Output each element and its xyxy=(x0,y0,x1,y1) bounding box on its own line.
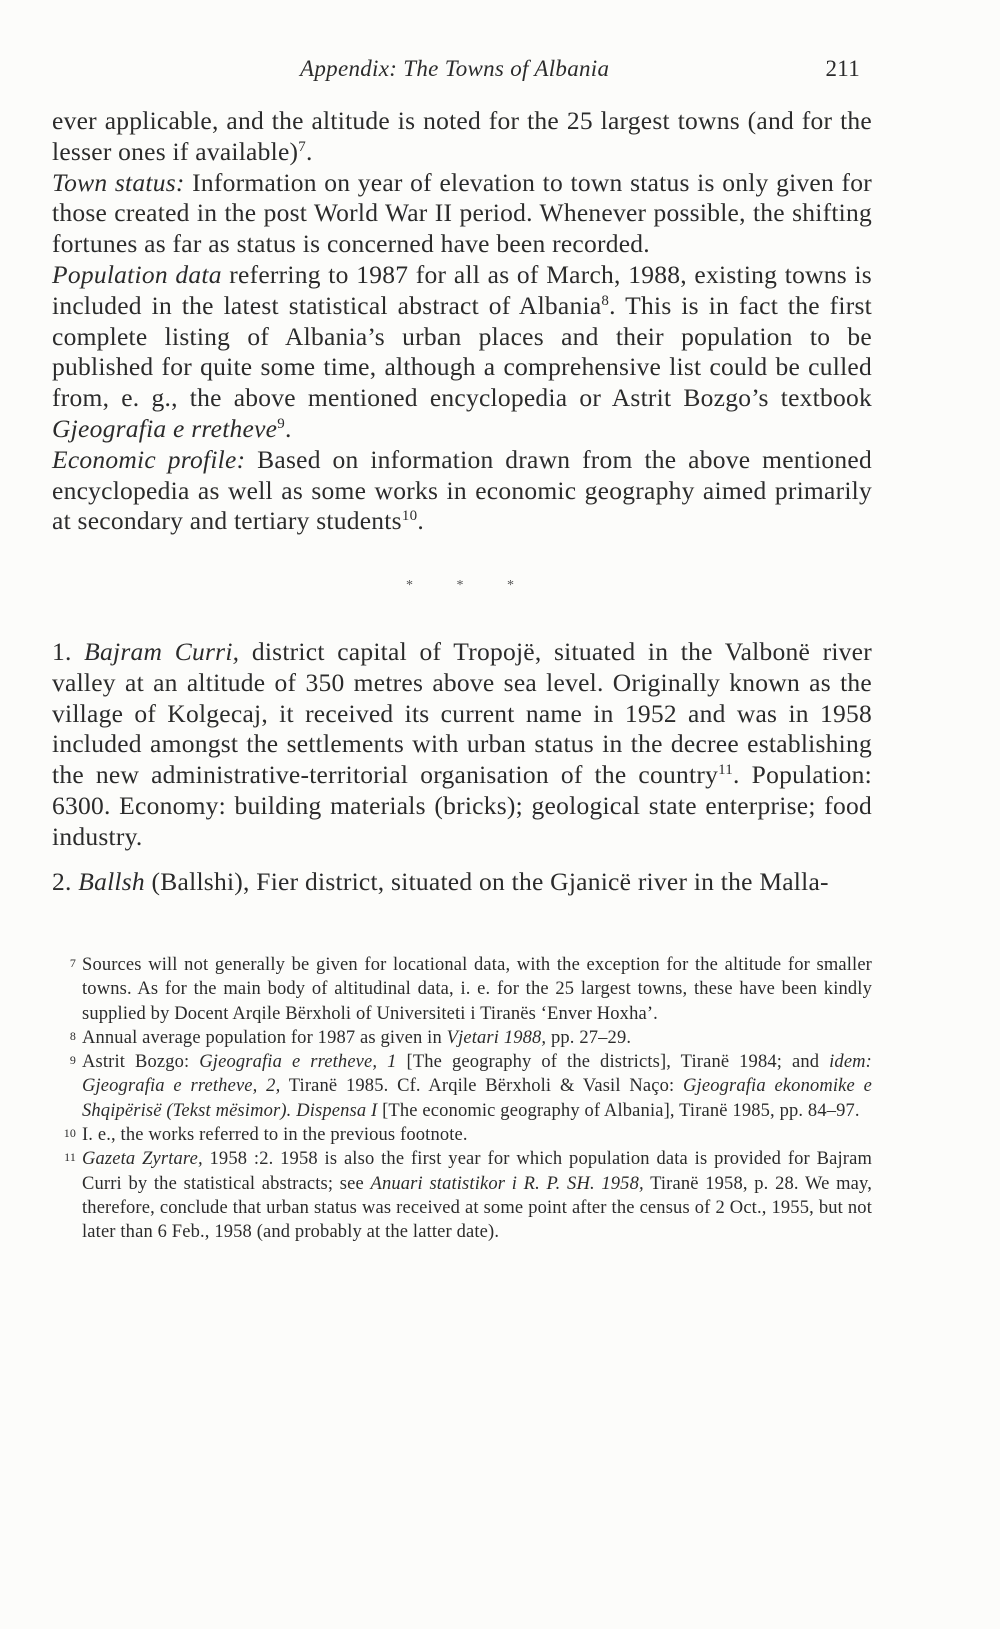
footnote-9: 9 Astrit Bozgo: Gjeografia e rretheve, 1 [The geography of the districts], Tiranë 1984; and idem: Gjeografia e rretheve, 2, Tiranë 1985. Cf. Arqile Bërxholi & Vasil Naço: Gjeografia ekonomike e Shqipërisë (Tekst mësimor). Dispensa I [The economic geography of Albania], Tiranë 1985, pp. 84–97. xyxy=(52,1050,872,1123)
page-number: 211 xyxy=(825,56,860,81)
footnote-10: 10 I. e., the works referred to in the previous footnote. xyxy=(52,1123,872,1147)
book-title: Gjeografia e rretheve xyxy=(52,413,278,443)
paragraph-population-data: Population data referring to 1987 for all as of March, 1988, existing towns is included in the latest statistical abstract of Albania$^8$. This is in fact the first complete listing of Albania’s urban places and their population to be published for quite some time, although a comprehensive list could be culled from, e. g., the above mentioned encyclopedia or Astrit Bozgo’s textbook Gjeografia e rretheve$^9$. xyxy=(52,259,872,443)
footnote-number: 9 xyxy=(69,1053,76,1068)
footnote-number: 10 xyxy=(63,1126,76,1141)
section-divider-asterisks: * * * xyxy=(406,578,534,593)
footnote-ref-9: 9 xyxy=(277,415,285,432)
footnote-number: 8 xyxy=(69,1028,76,1043)
entry-town-name: Ballsh xyxy=(78,866,145,896)
running-head xyxy=(300,52,860,88)
term-economic-profile: Economic profile: xyxy=(52,444,246,474)
footnote-7: 7 Sources will not generally be given for locational data, with the exception for the altitude for smaller towns. As for the main body of altitudinal data, i. e. for the 25 largest towns, these have been kindly supplied by Docent Arqile Bërxholi of Universiteti i Tiranës ‘Enver Hoxha’. xyxy=(52,953,872,1026)
entry-bajram-curri: 1. Bajram Curri, district capital of Tropojë, situated in the Valbonë river valley at an altitude of 350 metres above sea level. Originally known as the village of Kolgecaj, it received its current name in 1952 and was in 1958 included amongst the settlements with urban status in the decree establishing the new administrative-territorial organisation of the country$^{11}$. Population: 6300. Economy: building materials (bricks); geological state enterprise; food industry. xyxy=(52,637,872,851)
entry-town-name: Bajram Curri, xyxy=(84,637,240,666)
term-population-data: Population data xyxy=(52,259,222,289)
term-town-status: Town status: xyxy=(52,167,185,197)
footnote-ref-11: 11 xyxy=(718,762,734,779)
paragraph-town-status: Town status: Information on year of elevation to town status is only given for those created in the post World War II period. Whenever possible, the shifting fortunes as far as status is concerned have been recorded. xyxy=(52,167,872,259)
footnote-ref-7: 7 xyxy=(298,138,307,155)
town-entries xyxy=(52,637,872,911)
footnote-number: 11 xyxy=(64,1150,76,1165)
footnote-number: 7 xyxy=(69,956,76,970)
footnote-8: 8 Annual average population for 1987 as given in Vjetari 1988, pp. 27–29. xyxy=(52,1026,872,1050)
paragraph-altitude: ever applicable, and the altitude is noted for the 25 largest towns (and for the lesser ones if available)$^7$. xyxy=(52,106,872,166)
footnote-11: 11 Gazeta Zyrtare, 1958 :2. 1958 is also the first year for which population data is provided for Bajram Curri by the statistical abstracts; see Anuari statistikor i R. P. SH. 1958, Tiranë 1958, p. 28. We may, therefore, conclude that urban status was received at some point after the census of 2 Oct., 1955, but not later than 6 Feb., 1958 (and probably at the latter date). xyxy=(52,1147,872,1244)
footnote-ref-10: 10 xyxy=(401,508,418,525)
footnote-ref-8: 8 xyxy=(601,292,610,309)
running-head-title: Appendix: The Towns of Albania xyxy=(300,56,610,81)
intro-text xyxy=(52,106,872,537)
paragraph-economic-profile: Economic profile: Based on information drawn from the above mentioned encyclopedia as well as some works in economic geography aimed primarily at secondary and tertiary students$^{10}$. xyxy=(52,444,872,536)
entry-ballsh: 2. Ballsh (Ballshi), Fier district, situated on the Gjanicë river in the Malla- xyxy=(52,866,829,896)
footnotes xyxy=(52,953,872,1245)
